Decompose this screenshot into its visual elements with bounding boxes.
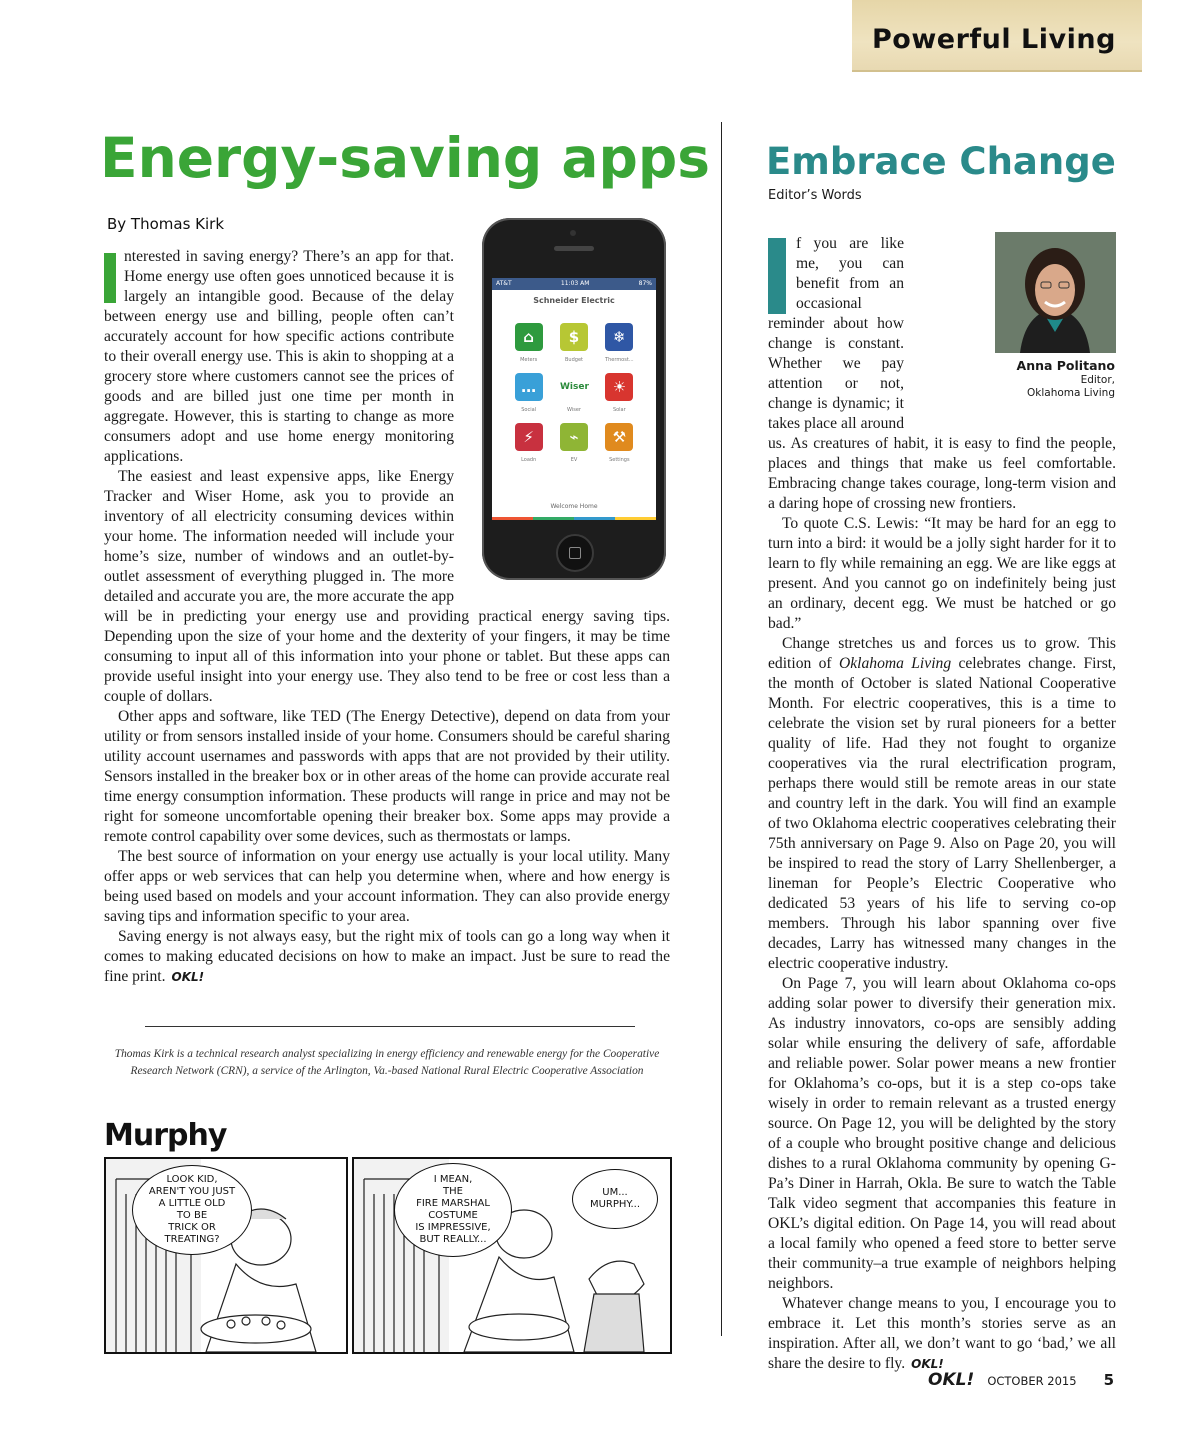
speech-bubble: I MEAN, THE FIRE MARSHAL COSTUME IS IMPRESSIVE, BUT REALLY... [394,1163,512,1257]
phone-screen [492,278,656,520]
app-icon: ⌁ [560,423,588,451]
paragraph: Saving energy is not always easy, but the right mix of tools can go a long way when it comes to making educated decisions on how to make an impact. Just be sure to read the fine print. OKL! [104,928,670,985]
editor-role: Editor, Oklahoma Living [1027,374,1115,399]
speech-bubble: UM... MURPHY... [572,1169,658,1229]
okl-end-mark: OKL! [911,1357,944,1371]
paragraph: Change stretches us and forces us to grow. This edition of Oklahoma Living celebrates change. First, the month of October is slated National Cooperative Month. For electric cooperatives, this is a time to celebrate the vision set by rural pioneers for a better quality of life. Had they not fought to organize cooperatives via the rural electrification program, perhaps there would still be remote areas in our state and country left in the dark. You will find an example of two Oklahoma electric cooperatives celebrating their 75th anniversary on Page 9. Also on Page 20, you will be inspired to read the story of Larry Shellenberger, a lineman for People’s Electric Cooperative who dedicated 53 years of his life to serving co-op members. Through his labor spanning over five decades, Larry has witnessed many changes in the electric cooperative industry. [768,635,1116,972]
app-tile [597,423,642,463]
welcome-text: Welcome Home [550,503,598,510]
brand-logo: Schneider Electric [533,296,615,305]
page-number: 5 [1103,1371,1115,1389]
app-label: Meters [520,357,538,363]
phone-color-bar [492,517,656,520]
app-label: Settings [609,457,630,463]
app-icon: ⚡ [515,423,543,451]
byline: By Thomas Kirk [107,215,225,233]
editorial-title: Embrace Change [766,140,1116,183]
app-icon: Wiser [560,373,588,401]
app-tile [551,423,596,463]
app-tile [506,323,551,363]
phone-speaker [554,246,594,251]
article-title: Energy-saving apps [100,126,711,190]
phone-image [482,218,666,580]
app-label: EV [570,457,578,463]
app-icon: ☀ [605,373,633,401]
app-label: Thermost... [605,357,634,363]
clock: 11:03 AM [560,280,590,287]
app-tile [597,373,642,413]
app-label: Budget [565,357,583,363]
paragraph: Other apps and software, like TED (The Energy Detective), depend on data from your utility or from sensors installed inside of your home. Consumers should be careful sharing utility account usernames and passwords with apps that are not provided by their utility. Sensors installed in the breaker box or in other areas of the home can provide accurate real time energy consumption information. These products will range in price and may not be right for someone uncomfortable opening their breaker box. Some apps may provide a remote control capability over some devices, such as thermostats or lamps. [104,708,670,845]
home-button-icon [556,534,594,572]
section-tab [852,0,1142,72]
app-tile [551,323,596,363]
bio-rule [145,1026,635,1027]
paragraph: To quote C.S. Lewis: “It may be hard for an egg to turn into a bird: it would be a jolly sight harder for it to learn to fly while remaining an egg. We are like eggs at present. And you cannot go on indefinitely being just an ordinary, decent egg. We must be hatched or go bad.” [768,515,1116,632]
app-icon: … [515,373,543,401]
paragraph: Whatever change means to you, I encourage you to embrace it. Let this month’s stories serve as an inspiration. After all, we don’t want to go ‘bad,’ we all share the desire to fly. OKL! [768,1295,1116,1372]
app-icon: ❄ [605,323,633,351]
okl-logo: OKL! [928,1370,975,1390]
drop-cap [768,238,786,314]
app-tile [597,323,642,363]
okl-end-mark: OKL! [171,970,205,984]
carrier: AT&T [496,280,512,287]
app-label: Loadn [521,457,537,463]
speech-bubble: LOOK KID, AREN'T YOU JUST A LITTLE OLD TO BE TRICK OR TREATING? [132,1165,252,1255]
paragraph: nterested in saving energy? There’s an app for that. Home energy use often goes unnoticed because it is largely an intangible good. Because of the delay between energy use and billing, people often can’t accurately account for how specific actions contribute to their overall energy use. This is akin to shopping at a grocery store where customers cannot see the prices of goods and are billed just one time per month in aggregate. However, this is starting to change as more consumers adopt and use home energy monitoring applications. [104,248,454,465]
battery: 87% [638,280,652,287]
app-label: Wiser [567,407,581,413]
comic-title: Murphy [104,1118,227,1153]
phone-status-bar [492,278,656,290]
paragraph: The easiest and least expensive apps, like Energy Tracker and Wiser Home, ask you to provide an inventory of all electricity consuming devices within your home. The information needed will include your home’s size, number of windows and an outlet-by-outlet assessment of everything plugged in. The more detailed and accurate you are, the more accurate the app will be in predicting your energy use and providing practical energy saving tips. Depending upon the size of your home and the dexterity of your fingers, it may be time consuming to input all of this information into your phone or tablet. But these apps can provide useful insight into your energy use. They also tend to be free or cost less than a couple of dollars. [104,468,670,705]
phone-camera [570,230,576,236]
issue-date: OCTOBER 2015 [987,1374,1077,1388]
page-footer [928,1370,1114,1390]
app-tile [551,373,596,413]
paragraph: f you are like me, you can benefit from an occasional reminder about how change is constant. Whether we pay attention or not, change is dynamic; it takes place all around us. As creatures of habit, it is easy to find the people, places and things that make us feel comfortable. Embracing change takes courage, long-term vision and a daring hope of crossing new frontiers. [768,235,1116,512]
app-icon: ⌂ [515,323,543,351]
section-tab-label: Powerful Living [872,24,1116,55]
app-icon: $ [560,323,588,351]
app-tile [506,423,551,463]
editor-name: Anna Politano [1016,358,1115,373]
editorial-body [768,234,1116,1374]
author-bio: Thomas Kirk is a technical research analyst specializing in energy efficiency and renewable energy for the Cooperative Research Network (CRN), a service of the Arlington, Va.-based National Rural Electric Cooperative Association [114,1048,660,1077]
photo-float-spacer [904,234,1116,422]
app-label: Solar [612,407,626,413]
paragraph: The best source of information on your energy use actually is your local utility. Many offer apps or web services that can help you determine when, where and how energy is being used based on models and your account information. They can also provide energy saving tips and information specific to your area. [104,848,670,925]
app-tile [506,373,551,413]
app-icon: ⚒ [605,423,633,451]
paragraph: On Page 7, you will learn about Oklahoma co-ops adding solar power to diversify their generation mix. As industry innovators, co-ops are sensibly adding solar while ensuring the delivery of safe, affordable and reliable power. Solar power means a new frontier for Oklahoma’s co-ops, but it is a step co-ops take wisely in order to remain relevant as a trusted energy source. On Page 12, you will be delighted by the story of a couple who brought positive change and delicious dishes to a rural Oklahoma community by opening G-Pa’s Diner in Harrah, Okla. Be sure to watch the Table Talk video segment that accompanies this feature in OKL’s digital edition. On Page 14, you will read about a local family who opened a feed store to better serve their community–a true example of neighbors helping neighbors. [768,975,1116,1292]
comic-panel-2 [352,1157,672,1354]
drop-cap [104,253,116,303]
comic-panel-1 [104,1157,348,1354]
column-divider [721,122,722,1336]
app-label: Social [521,407,537,413]
editorial-subtitle: Editor’s Words [768,188,862,203]
app-grid [492,305,656,463]
